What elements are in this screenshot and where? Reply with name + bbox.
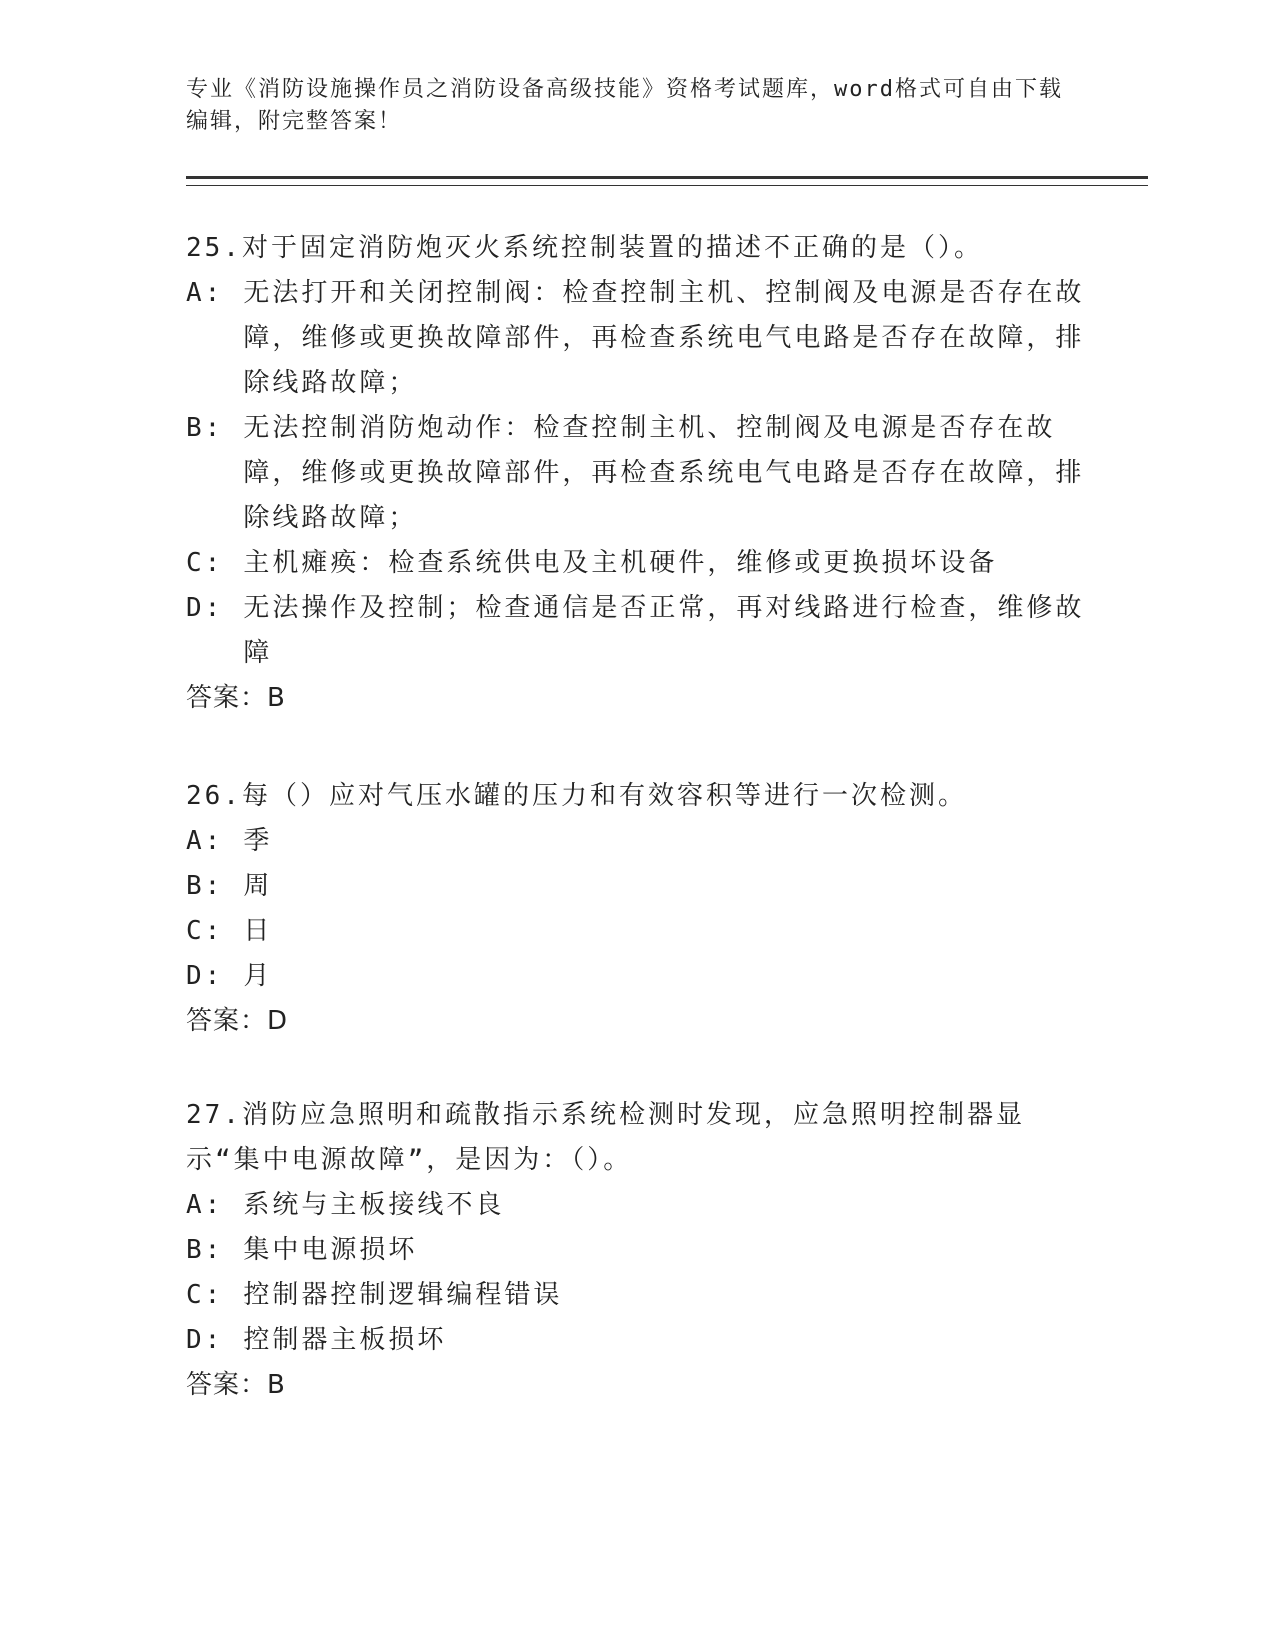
question-25 [186,226,1086,721]
answer-line: 答案：B [186,1370,286,1400]
option-separator: : [204,1190,224,1220]
option-text: 系统与主板接线不良 [243,1190,505,1220]
option-separator: : [204,1235,224,1265]
question-27 [186,1093,1086,1408]
option-d [186,1318,1086,1363]
option-separator: : [204,871,224,901]
option-text: 集中电源损坏 [243,1235,418,1265]
question-26 [186,774,1086,1044]
option-key: D [186,593,205,623]
option-key: B [186,871,205,901]
option-text: 月 [243,961,273,991]
option-text: 周 [243,871,273,901]
option-key: B [186,413,205,443]
option-d [186,586,1086,676]
option-separator: : [204,548,224,578]
question-stem: 25.对于固定消防炮灭火系统控制装置的描述不正确的是（）。 [186,233,983,263]
option-separator: : [204,1325,224,1355]
option-separator: : [204,593,224,623]
option-a [186,819,1086,864]
option-b [186,1228,1086,1273]
option-text: 日 [243,916,273,946]
option-separator: : [204,1280,224,1310]
option-key: A [186,1190,205,1220]
option-key: A [186,826,205,856]
option-text: 主机瘫痪：检查系统供电及主机硬件，维修或更换损坏设备 [243,548,998,578]
option-key: C [186,916,205,946]
answer-line: 答案：D [186,1006,289,1036]
option-text: 无法操作及控制；检查通信是否正常，再对线路进行检查，维修故障 [243,593,1085,668]
question-stem: 26.每（）应对气压水罐的压力和有效容积等进行一次检测。 [186,781,967,811]
option-key: D [186,1325,205,1355]
option-b [186,864,1086,909]
option-text: 控制器主板损坏 [243,1325,447,1355]
option-c [186,1273,1086,1318]
option-key: B [186,1235,205,1265]
option-text: 无法控制消防炮动作：检查控制主机、控制阀及电源是否存在故障，维修或更换故障部件，再检查系统电气电路是否存在故障，排除线路故障； [243,413,1085,533]
option-c [186,909,1086,954]
option-d [186,954,1086,999]
option-b [186,406,1086,541]
option-key: A [186,278,205,308]
option-key: D [186,961,205,991]
header-divider [186,176,1148,186]
option-c [186,541,1086,586]
question-stem: 27.消防应急照明和疏散指示系统检测时发现，应急照明控制器显示“集中电源故障”，是因为：（）。 [186,1100,1025,1175]
option-separator: : [204,413,224,443]
option-key: C [186,1280,205,1310]
option-text: 无法打开和关闭控制阀：检查控制主机、控制阀及电源是否存在故障，维修或更换故障部件，再检查系统电气电路是否存在故障，排除线路故障； [243,278,1085,398]
option-a [186,1183,1086,1228]
document-header: 专业《消防设施操作员之消防设备高级技能》资格考试题库，word格式可自由下载编辑，附完整答案！ [186,77,1063,134]
option-key: C [186,548,205,578]
option-separator: : [204,826,224,856]
option-text: 控制器控制逻辑编程错误 [243,1280,563,1310]
option-separator: : [204,916,224,946]
option-text: 季 [243,826,273,856]
option-separator: : [204,278,224,308]
option-a [186,271,1086,406]
answer-line: 答案：B [186,683,286,713]
option-separator: : [204,961,224,991]
